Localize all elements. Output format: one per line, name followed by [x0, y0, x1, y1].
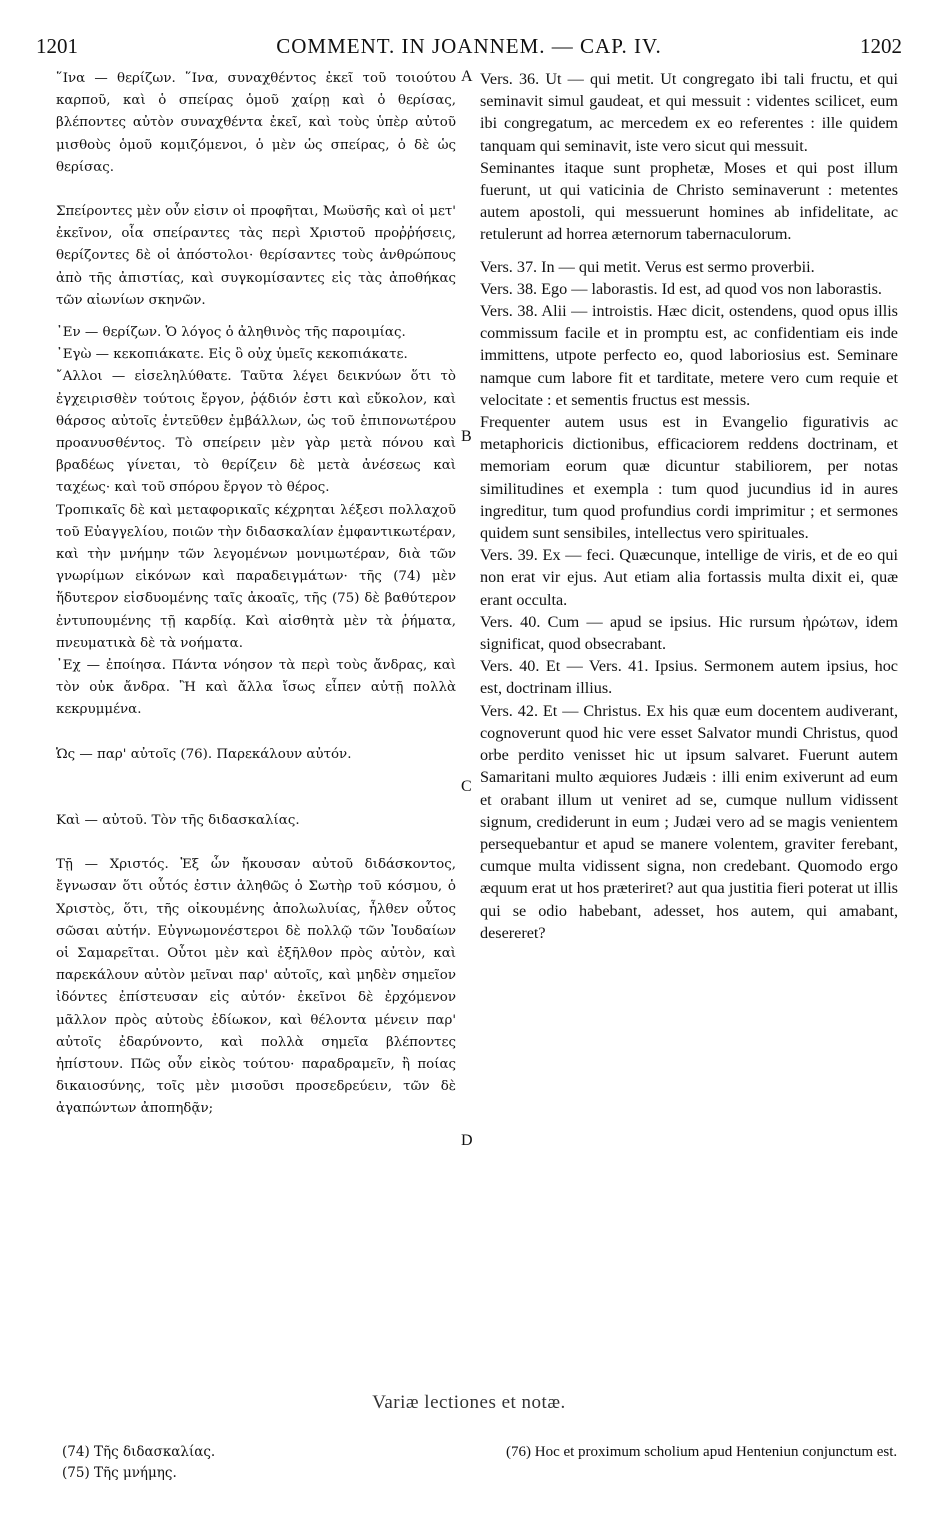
page-number-left: 1201 [36, 34, 78, 58]
greek-column [56, 68, 456, 1121]
latin-paragraph: Vers. 40. Et — Vers. 41. Ipsius. Sermonem autem ipsius, hoc est, doctrinam illius. [480, 657, 898, 698]
notes-title: Variæ lectiones et notæ. [372, 1392, 566, 1413]
running-title: COMMENT. IN JOANNEM. — CAP. IV. [276, 34, 662, 58]
footnotes-left [62, 1442, 442, 1484]
footnotes-right [506, 1442, 906, 1463]
greek-paragraph: ᾿Εν — θερίζων. Ὁ λόγος ὁ ἀληθινὸς τῆς παροιμίας. [56, 325, 406, 341]
greek-paragraph: ῎Αλλοι — εἰσεληλύθατε. Ταῦτα λέγει δεικνύων ὅτι τὸ ἐγχειρισθὲν τούτοις ἔργον, ῥᾴδιόν ἐστι καὶ εὔκολον, καὶ θάρσος αὐτοῖς ἐντεῦθεν ἐμβάλλων, ὡς τοῦ ἐπιπονωτέρου προανυσθέντος. Τὸ σπείρειν μὲν γὰρ μετὰ πόνου καὶ βραδέως γίνεται, τὸ θερίζειν δὲ μετὰ ἀνέσεως καὶ ταχέως· καὶ τοῦ σπόρου ἔργον τὸ θέρος. [56, 369, 456, 496]
latin-paragraph: Vers. 37. In — qui metit. Verus est sermo proverbii. [480, 257, 815, 276]
greek-paragraph: ῞Ινα — θερίζων. ῞Ινα, συναχθέντος ἐκεῖ τοῦ τοιούτου καρποῦ, καὶ ὁ σπείρας ὁμοῦ χαίρῃ καὶ ὁ θερίσας, βλέποντες αὐτὸν συναχθέντα ἐκεῖ, καὶ τοὺς ὑπὲρ αὐτοῦ μισθοὺς ὁμοῦ κομιζόμενοι, ὁ μὲν ὡς σπείρας, ὁ δὲ ὡς θερίσας. [56, 71, 456, 175]
latin-paragraph: Vers. 39. Ex — feci. Quæcunque, intellige de viris, et de eo qui non erat vir ejus. Aut etiam alia fortassis multa dixit ei, quæ erant occulta. [480, 546, 898, 609]
greek-paragraph: Τῇ — Χριστός. Ἐξ ὧν ἤκουσαν αὐτοῦ διδάσκοντος, ἔγνωσαν ὅτι οὗτός ἐστιν ἀληθῶς ὁ Σωτὴρ τοῦ κόσμου, ὁ Χριστὸς, ὅτι, τῆς οἰκουμένης ἀπολωλυίας, ἦλθεν οὗτος σῶσαι αὐτήν. Εὐγνωμονέστεροι δὲ πολλῷ τῶν Ἰουδαίων οἱ Σαμαρεῖται. Οὗτοι μὲν καὶ ἐξῆλθον πρὸς αὐτὸν, καὶ παρεκάλουν αὐτὸν μεῖναι παρ' αὐτοῖς, καὶ μηδὲν σημεῖον ἰδόντες ἐπίστευσαν εἰς αὐτόν· ἐκεῖνοι δὲ ἐρχόμενον μᾶλλον πρὸς αὐτοὺς ἐδίωκον, καὶ θέλοντα μένειν παρ' αὐτοῖς ἐδαρύνοντο, καὶ πολλὰ σημεῖα βλέποντες ἠπίστουν. Πῶς οὖν εἰκὸς τούτου· παραδραμεῖν, ἢ ποίας δικαιοσύνης, τοῖς μὲν μισοῦσι προσεδρεύειν, τῶν δὲ ἀγαπώντων ἀποπηδᾷν; [56, 857, 456, 1117]
footnote: (74) Τῆς διδασκαλίας. [62, 1444, 216, 1460]
greek-paragraph: Τροπικαῖς δὲ καὶ μεταφορικαῖς κέχρηται λέξεσι πολλαχοῦ τοῦ Εὐαγγελίου, ποιῶν τὴν διδασκαλίαν ἐμφαντικωτέραν, καὶ τὴν μνήμην τῶν λεγομένων μονιμωτέραν, διὰ τῶν γνωρίμων εἰκόνων καὶ παραδειγμάτων· τῆς (74) μὲν ἥδυτερον εἰσδυομένης ταῖς ἀκοαῖς, τῆς (75) δὲ βαθύτερον ἐντυπουμένης τῇ καρδίᾳ. Καὶ αἰσθητὰ μὲν τὰ ῥήματα, πνευματικὰ δὲ τὰ νοήματα. [56, 502, 456, 651]
margin-marker-b: B [461, 428, 472, 445]
greek-paragraph: Καὶ — αὐτοῦ. Τὸν τῆς διδασκαλίας. [56, 812, 300, 828]
latin-paragraph: Seminantes itaque sunt prophetæ, Moses et qui post illum fuerunt, ut qui vaticinia de Christo seminaverunt : metentes autem apostoli, qui messuerunt homines ab infidelitate, ac retulerunt ad horrea æternorum tabernaculorum. [480, 158, 898, 244]
greek-paragraph: ᾿Εχ — ἐποίησα. Πάντα νόησον τὰ περὶ τοὺς ἄνδρας, καὶ τὸν οὐκ ἄνδρα. Ἢ καὶ ἄλλα ἴσως εἶπεν αὐτῇ πολλὰ κεκρυμμένα. [56, 658, 456, 718]
footnote: (75) Τῆς μνήμης. [62, 1465, 177, 1481]
greek-paragraph: Ὡς — παρ' αὐτοῖς (76). Παρεκάλουν αὐτόν. [56, 746, 352, 762]
margin-marker-c: C [461, 778, 472, 795]
margin-marker-d: D [461, 1132, 473, 1149]
greek-paragraph: ᾿Εγὼ — κεκοπιάκατε. Εἰς ὃ οὐχ ὑμεῖς κεκοπιάκατε. [56, 347, 408, 363]
greek-paragraph: Σπείροντες μὲν οὖν εἰσιν οἱ προφῆται, Μωϋσῆς καὶ οἱ μετ' ἐκεῖνον, οἷα σπείραντες τὰς περὶ Χριστοῦ προῤῥήσεις, θερίζοντες δὲ οἱ ἀπόστολοι· θερίσαντες τοὺς ἀνθρώπους ἀπὸ τῆς ἀπιστίας, καὶ συγκομίσαντες εἰς τὰς ἀποθήκας τῶν αἰωνίων σκηνῶν. [56, 204, 456, 308]
latin-paragraph: Vers. 38. Alii — introistis. Hæc dicit, ostendens, quod opus illis commissum facile et in promptu est, ac confidentiam eis inde immittens, utpote perfecto eo, quod laboriosius est. Seminare namque cum labore fit et tarditate, metere vero cum requie et velocitate : et sementis fructus est messis. [480, 302, 898, 409]
latin-column [480, 68, 898, 944]
page-number-right: 1202 [860, 34, 902, 58]
margin-marker-a: A [461, 68, 473, 85]
latin-paragraph: Vers. 36. Ut — qui metit. Ut congregato ibi tali fructu, et qui seminavit simul gaudeat, et qui messuit : videntes scilicet, eum ibi congregatum, ac mercedem ex eo referentes : ille quidem tanquam qui seminavit, iste vero sicut qui messuit. [480, 70, 898, 155]
latin-paragraph: Vers. 40. Cum — apud se ipsius. Hic rursum ἠρώτων, idem significat, quod obsecrabant. [480, 612, 898, 654]
latin-paragraph: Vers. 42. Et — Christus. Ex his quæ eum docentem audiverant, cognoverunt quod hic vere esset Salvator mundi Christus, quod orbe perdito venisset hic ut ipsum salvaret. Fuerunt autem Samaritani multo æquiores Judæis : illi enim exiverunt ad eum et orabant illum ut veniret ad se, cumque nullum vidissent signum, crediderunt in eum ; Judæi vero ad se magis venientem persequebantur et apud se manere volentem, graviter ferebant, cumque multa vidissent signa, non credebant. Quomodo ergo æquum erat ut hos præteriret? aut qua justitia fieri poterat ut illis qui se odio habebant, adesset, hos autem, qui amabant, desereret? [480, 701, 898, 942]
latin-paragraph: Vers. 38. Ego — laborastis. Id est, ad quod vos non laborastis. [480, 279, 882, 298]
running-header [36, 34, 902, 62]
latin-paragraph: Frequenter autem usus est in Evangelio figurativis ac metaphoricis dictionibus, efficaciorem reddens doctrinam, et memoriam eorum quæ dicuntur stabiliorem, per notas similitudines et exempla : tum quod jucundius id in aures ingreditur, tum quod profundius cordi imprimitur ; et sermones quidem sunt sensibiles, intellectus vero spirituales. [480, 413, 898, 543]
footnote: (76) Hoc et proximum scholium apud Henteniun conjunctum est. [506, 1444, 898, 1460]
